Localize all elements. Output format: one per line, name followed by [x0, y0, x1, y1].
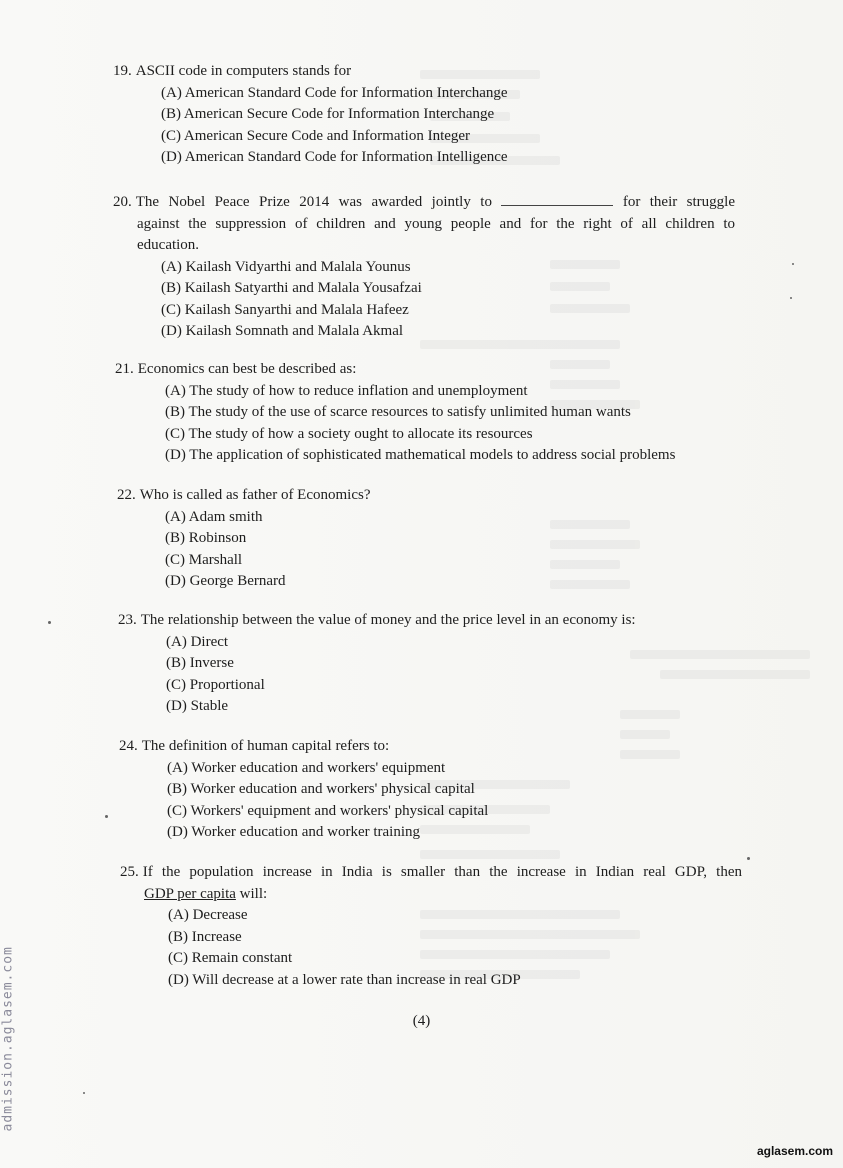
question-stem: [118, 610, 758, 632]
option-d: (D) Worker education and worker training: [167, 824, 421, 840]
question-stem: [120, 862, 742, 884]
question-20: [113, 191, 735, 343]
question-stem: [113, 191, 735, 214]
question-22: [117, 485, 717, 593]
options-list: [120, 905, 742, 991]
question-number: 20.: [113, 194, 132, 210]
scan-speck: [105, 815, 108, 818]
option-c: (C) American Secure Code and Information Integer: [161, 127, 471, 144]
option-c: (C) Proportional: [166, 676, 265, 693]
option-a: (A) The study of how to reduce inflation and unemployment: [165, 382, 528, 399]
question-text-part2: for their struggle: [622, 194, 735, 210]
option-b: (B) American Secure Code for Information Interchange: [161, 106, 495, 122]
question-text-part1: The Nobel Peace Prize 2014 was awarded jointly to: [135, 194, 492, 210]
question-stem: [117, 485, 717, 507]
question-25: [120, 862, 742, 991]
option-c: (C) Remain constant: [168, 950, 293, 966]
question-text-line3: education.: [137, 237, 200, 253]
options-list: [117, 507, 717, 593]
question-text: The relationship between the value of money and the price level in an economy is:: [140, 612, 636, 628]
option-a: (A) Kailash Vidyarthi and Malala Younus: [161, 258, 411, 275]
question-number: 19.: [113, 63, 132, 79]
page-number: (4): [412, 1013, 431, 1029]
question-19: [113, 61, 753, 169]
question-text-rest: will:: [239, 885, 268, 902]
options-list: [113, 83, 753, 169]
question-text-line2: against the suppression of children and young people and for the right of all children to: [137, 215, 735, 232]
scan-speck: [792, 263, 794, 265]
option-c: (C) Workers' equipment and workers' physical capital: [167, 802, 489, 819]
option-c: (C) The study of how a society ought to allocate its resources: [165, 425, 533, 442]
question-number: 22.: [117, 487, 136, 503]
option-d: (D) Stable: [166, 698, 229, 714]
option-d: (D) The application of sophisticated mathematical models to address social problems: [165, 447, 676, 463]
option-b: (B) Robinson: [165, 530, 247, 546]
side-watermark: admission.aglasem.com: [0, 946, 16, 1132]
option-c: (C) Marshall: [165, 551, 243, 568]
option-a: (A) Adam smith: [165, 508, 263, 525]
question-number: 25.: [120, 864, 139, 880]
option-b: (B) The study of the use of scarce resources to satisfy unlimited human wants: [165, 404, 631, 420]
options-list: [119, 758, 719, 844]
question-21: [115, 359, 755, 467]
option-c: (C) Kailash Sanyarthi and Malala Hafeez: [161, 301, 409, 318]
option-b: (B) Worker education and workers' physical capital: [167, 781, 475, 797]
question-text: ASCII code in computers stands for: [135, 63, 352, 79]
option-d: (D) George Bernard: [165, 573, 286, 589]
underlined-term: GDP per capita: [144, 885, 236, 902]
answer-blank: [501, 191, 613, 206]
question-24: [119, 736, 719, 844]
question-text: The definition of human capital refers to:: [141, 738, 390, 754]
option-b: (B) Inverse: [166, 655, 234, 671]
question-text-line1: If the population increase in India is smaller than the increase in Indian real GDP, then: [142, 864, 742, 880]
question-number: 24.: [119, 738, 138, 754]
options-list: [113, 257, 735, 343]
options-list: [118, 632, 758, 718]
option-d: (D) Will decrease at a lower rate than increase in real GDP: [168, 971, 521, 988]
question-text: Who is called as father of Economics?: [139, 487, 371, 503]
question-stem: [115, 359, 755, 381]
question-stem: [119, 736, 719, 758]
scan-speck: [790, 297, 792, 299]
scan-speck: [48, 621, 51, 624]
question-number: 21.: [115, 361, 134, 377]
scan-speck: [83, 1092, 85, 1094]
option-b: (B) Kailash Satyarthi and Malala Yousafzai: [161, 280, 422, 296]
question-stem: [113, 61, 753, 83]
option-d: (D) Kailash Somnath and Malala Akmal: [161, 323, 404, 339]
scan-speck: [747, 857, 750, 860]
question-text: Economics can best be described as:: [137, 361, 357, 377]
option-a: (A) American Standard Code for Information Interchange: [161, 84, 508, 101]
option-a: (A) Decrease: [168, 907, 248, 923]
question-23: [118, 610, 758, 718]
corner-watermark: aglasem.com: [756, 1144, 833, 1158]
question-text-line2: [120, 884, 742, 906]
option-b: (B) Increase: [168, 928, 242, 945]
question-number: 23.: [118, 612, 137, 628]
options-list: [115, 381, 755, 467]
option-a: (A) Worker education and workers' equipment: [167, 759, 446, 776]
option-d: (D) American Standard Code for Information Intelligence: [161, 149, 508, 165]
option-a: (A) Direct: [166, 633, 229, 650]
